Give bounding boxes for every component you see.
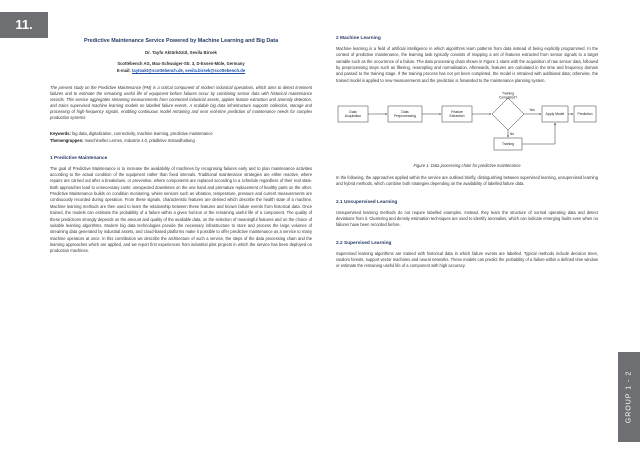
author-emails bbox=[50, 68, 312, 73]
body-after-figure: In the following, the approaches applied within the service are outlined briefly, distinguishing between supervised learning, unsupervised learning and hybrid methods, which combine both strategies depending on the availability of labelled failure data. bbox=[336, 175, 598, 187]
svg-label-line: No bbox=[509, 132, 515, 137]
left-column bbox=[50, 34, 312, 255]
svg-label-line: Feature bbox=[451, 110, 463, 115]
abstract: The present study on the Predictive Maintenance (PM) is a critical component of modern industrial operations, which aims to detect imminent failures and to estimate the remaining useful life of equipment before failures occur by combining sensor data with historical maintenance records. This service aggregates streaming measurements from connected industrial assets, applies feature extraction and anomaly detection, and trains supervised machine learning models on labelled failure events. A scalable big data infrastructure supports collection, storage and processing of high-frequency signals, enabling continuous model retraining and near real-time prediction of maintenance needs for complex production systems. bbox=[50, 85, 312, 121]
section-heading-supervised: 2.2 Supervised Learning bbox=[336, 240, 392, 246]
label-feature bbox=[449, 110, 464, 118]
keywords-label: Keywords: bbox=[50, 130, 71, 136]
keywords2-text: maschinelles Lernen, Industrie 4.0, prädiktive Instandhaltung bbox=[84, 137, 195, 143]
keywords-text: big data, digitalization, connectivity, machine learning, predictive maintenance bbox=[72, 130, 213, 136]
svg-label-line: Completed? bbox=[498, 95, 518, 100]
svg-label-line: Training bbox=[501, 142, 515, 147]
keywords-secondary bbox=[50, 138, 312, 144]
svg-label-line: Yes bbox=[529, 108, 535, 113]
section-body-machine-learning: Machine learning is a field of artificial intelligence in which algorithms learn patterns from data instead of being explicitly programmed. In the context of predictive maintenance, the learning task typically consists of mapping a set of features extracted from sensor signals to a target variable such as the occurrence of a failure. The data processing chain shown in Figure 1 starts with the acquisition of raw sensor data, followed by preprocessing steps such as filtering, resampling and normalisation. Afterwards, features are calculated in the time and frequency domain and passed to the training stage. If the training process has not yet been completed, the model is retrained with additional data; otherwise, the trained model is applied to new measurements and the prediction is forwarded to the maintenance planning system. bbox=[336, 46, 598, 83]
svg-label-line: Prediction bbox=[577, 112, 593, 117]
section-heading-machine-learning: 2 Machine Learning bbox=[336, 36, 381, 41]
keywords bbox=[50, 131, 312, 137]
label-prediction bbox=[577, 112, 592, 116]
svg-label-line: Data bbox=[349, 110, 357, 115]
svg-label-line: Data bbox=[401, 110, 409, 115]
process-flow-diagram bbox=[336, 92, 598, 154]
right-column bbox=[336, 34, 598, 270]
label-no bbox=[510, 132, 514, 136]
label-training bbox=[502, 142, 514, 146]
email-links[interactable]: taytoakt@scottebench.de, sevila.birsek@scottebench.de bbox=[132, 68, 246, 73]
section-body-supervised: Supervised learning algorithms are trained with historical data in which failure events are labelled. Typical methods include decision trees, random forests, support vector machines and neural networks. These models can predict the probability of a failure within a defined time window or estimate the remaining useful life of a component with high accuracy. bbox=[336, 250, 598, 269]
svg-label-line: Preprocessing bbox=[394, 114, 416, 119]
section-heading-predictive-maintenance: 1 Predictive Maintenance bbox=[50, 155, 108, 161]
paper-title: Predictive Maintenance Service Powered by Machine Learning and Big Data bbox=[83, 38, 279, 44]
side-tab-label: GROUP 1 - 2 bbox=[625, 370, 633, 424]
group-side-tab bbox=[618, 352, 640, 442]
svg-label-line: Extraction bbox=[449, 114, 465, 119]
svg-label-line: Training bbox=[501, 92, 515, 96]
keywords2-label: Themengruppen: bbox=[50, 137, 84, 143]
figure-caption: Figure 1: Data processing chain for predictive maintenance bbox=[413, 163, 521, 169]
section-heading-unsupervised: 2.1 Unsupervised Learning bbox=[336, 199, 398, 205]
svg-label-line: Acquisition bbox=[344, 114, 362, 119]
section-body-predictive-maintenance: The goal of Predictive Maintenance is to increase the availability of machines by recognising failures early and to plan maintenance activities according to the actual condition of the equipment rather than fixed intervals. Traditional maintenance strategies are either reactive, where repairs are carried out after a breakdown, or preventive, where components are replaced according to a schedule regardless of their real state. Both approaches lead to unnecessary costs: unexpected downtimes on the one hand and premature replacement of healthy parts on the other. Predictive Maintenance builds on condition monitoring, where sensors such as vibration, temperature, pressure and current measurements are continuously recorded during operation. From these signals, characteristic features are derived which describe the health state of a machine. Machine learning methods are then used to learn the relationship between these features and known failure events from historical data. Once trained, the models can estimate the probability of a failure within a given horizon or the remaining useful life of a component. The quality of these predictions strongly depends on the amount and quality of the available data, on the selection of meaningful features and on the choice of suitable learning algorithms. Modern big data technologies provide the necessary infrastructure to store and process the large volumes of streaming data generated by industrial assets, and cloud-based platforms make it possible to offer predictive maintenance as a service to many machine operators at once. In this contribution we describe the architecture of such a service, the steps of the data processing chain and the learning approaches which are applied, and we report first experiences from industrial pilot projects in which the service has been deployed on production machines. bbox=[50, 165, 312, 254]
paper-authors: Dr. Tayfo Aktürközül, Sevila Birsek bbox=[145, 50, 217, 55]
section-body-unsupervised: Unsupervised learning methods do not require labelled examples. Instead, they learn the structure of normal operating data and detect deviations from it. Clustering and density estimation techniques are used to identify anomalies, which can indicate emerging faults even when no failures have been recorded before. bbox=[336, 209, 598, 228]
author-affiliation: Scottébench AG, Max-Schwaiger-Str. 3, D-Essen-Müle, Germany bbox=[117, 61, 245, 66]
edge-train-apply bbox=[522, 123, 555, 144]
email-label: E-mail: bbox=[116, 68, 131, 73]
page-number: 11. bbox=[0, 12, 48, 38]
label-decision bbox=[499, 92, 517, 100]
label-yes bbox=[529, 108, 535, 112]
label-apply bbox=[546, 112, 565, 116]
svg-label-line: Apply Model bbox=[545, 112, 565, 117]
